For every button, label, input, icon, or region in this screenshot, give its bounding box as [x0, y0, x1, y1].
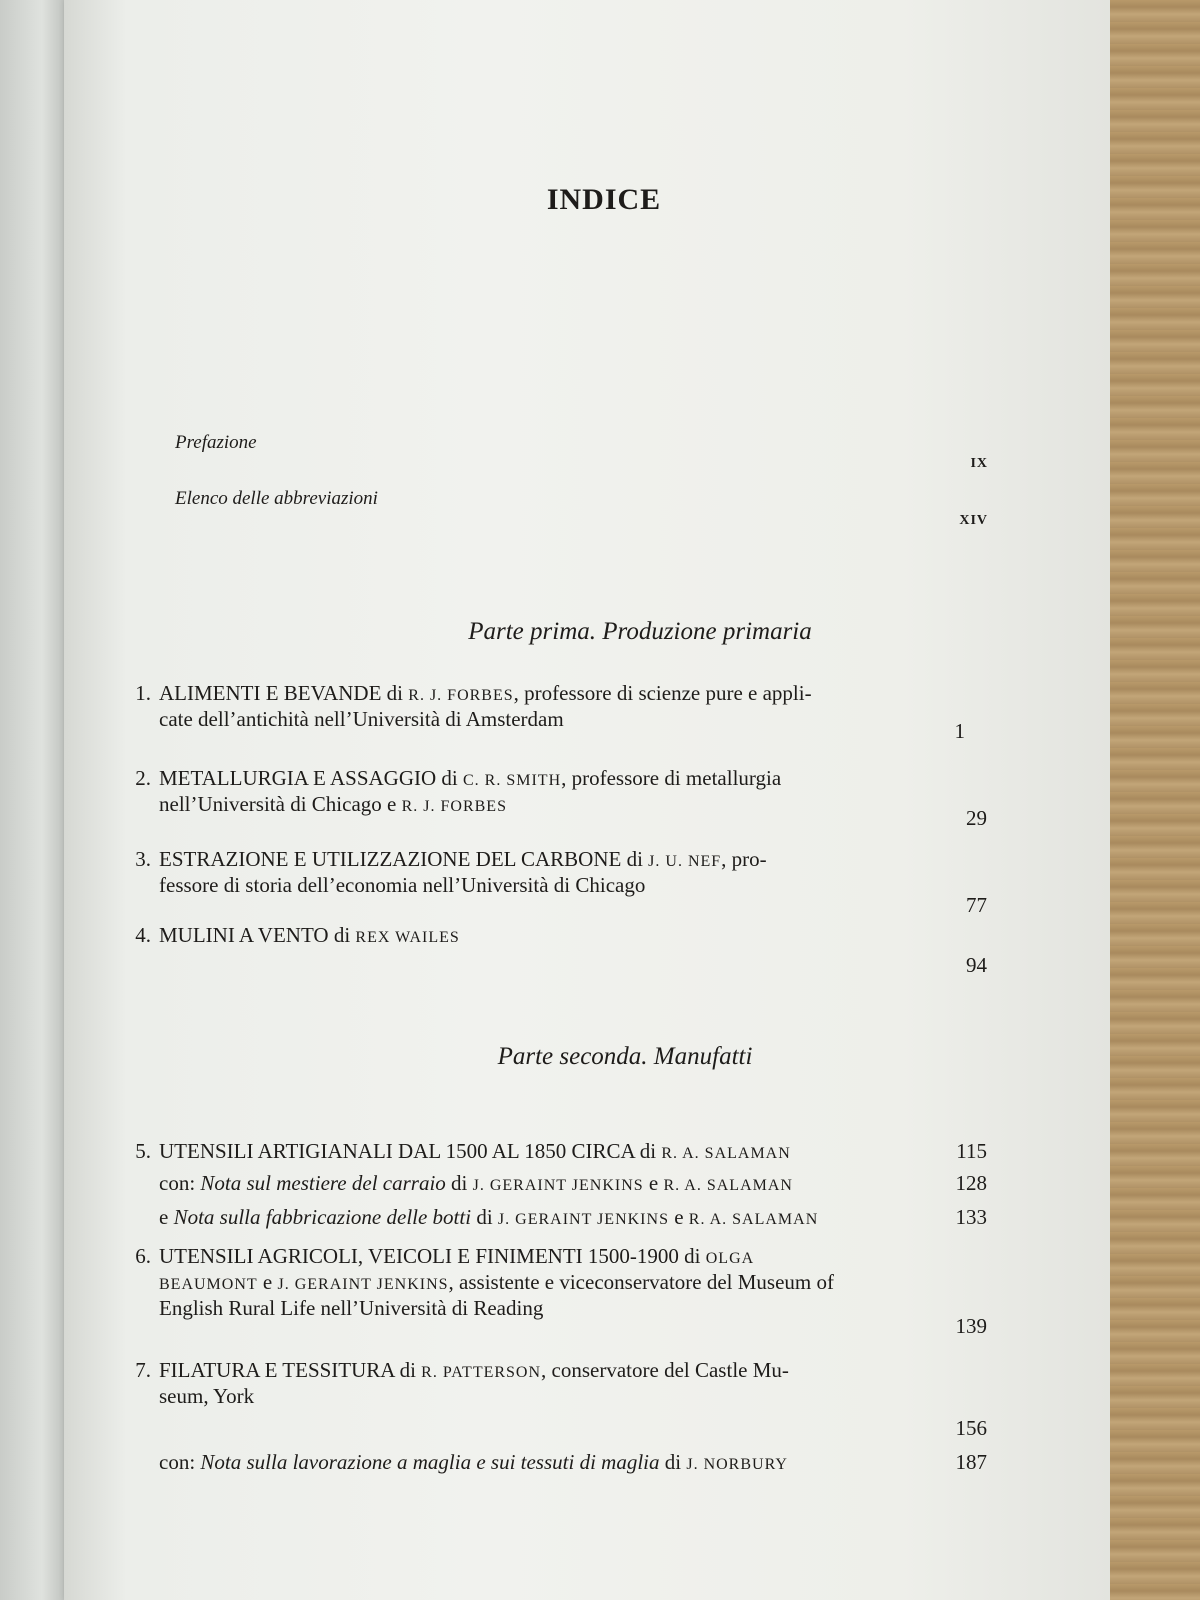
entry-page: 94 — [966, 953, 987, 977]
entry-author: J. GERAINT JENKINS — [277, 1276, 449, 1293]
entry-di: di — [639, 1139, 657, 1163]
entry-author: R. A. SALAMAN — [661, 1145, 791, 1162]
subnote-title: Nota sulla lavorazione a maglia e sui tessuti di maglia — [200, 1450, 660, 1474]
entry-di: di — [441, 766, 458, 790]
entry-line — [159, 1295, 987, 1321]
entry-author: R. PATTERSON — [421, 1364, 542, 1381]
entry-author: J. U. NEF — [648, 853, 722, 870]
entry-description: cate dell’antichità nell’Università di Amsterdam — [159, 707, 564, 731]
subnote-author: R. A. SALAMAN — [688, 1211, 819, 1228]
entry-page: 1 — [954, 719, 965, 743]
entry-number: 6. — [135, 1244, 151, 1268]
subnote-author: J. GERAINT JENKINS — [497, 1211, 669, 1228]
entry-subnote — [159, 1449, 987, 1478]
front-matter-item — [175, 488, 985, 510]
toc-entry — [135, 1357, 987, 1477]
entry-number: 5. — [135, 1139, 151, 1163]
front-matter-label: Prefazione — [175, 432, 257, 453]
entry-title: ALIMENTI E BEVANDE — [159, 681, 382, 705]
entry-title: FILATURA E TESSITURA — [159, 1358, 395, 1382]
front-matter-label: Elenco delle abbreviazioni — [175, 488, 378, 509]
toc-entry — [135, 1138, 987, 1238]
front-matter-item — [175, 432, 985, 454]
subnote-title: Nota sulla fabbricazione delle botti — [173, 1205, 472, 1229]
entry-line — [159, 1383, 987, 1409]
toc-entry — [135, 846, 987, 926]
entry-line — [159, 1243, 987, 1272]
subnote-title: Nota sul mestiere del carraio — [200, 1171, 446, 1195]
entry-number: 7. — [135, 1358, 151, 1382]
entry-line — [159, 765, 987, 794]
entry-title: UTENSILI AGRICOLI, VEICOLI E FINIMENTI — [159, 1244, 583, 1268]
entry-author: R. J. FORBES — [401, 798, 507, 815]
front-matter-page: XIV — [959, 513, 988, 528]
subnote-page: 133 — [955, 1205, 987, 1229]
entry-page: 139 — [955, 1314, 987, 1338]
subnote-page: 128 — [955, 1171, 987, 1195]
entry-description: fessore di storia dell’economia nell’Università di Chicago — [159, 873, 646, 897]
subnote-con: con: — [159, 1171, 196, 1195]
entry-line — [159, 872, 987, 898]
entry-line — [159, 1269, 987, 1298]
subnote-page: 187 — [955, 1450, 987, 1474]
facing-page-edge — [0, 0, 70, 1600]
subnote-di: di — [664, 1450, 682, 1474]
toc-entry — [135, 1243, 987, 1353]
subnote-di: di — [451, 1171, 468, 1195]
entry-line — [159, 680, 987, 709]
entry-line — [159, 846, 987, 875]
entry-di: di — [626, 847, 643, 871]
entry-title: METALLURGIA E ASSAGGIO — [159, 766, 437, 790]
toc-entry — [135, 922, 987, 982]
entry-author: R. J. FORBES — [408, 687, 514, 704]
entry-title: UTENSILI ARTIGIANALI DAL 1500 AL 1850 CIRCA — [159, 1139, 635, 1163]
subnote-author: R. A. SALAMAN — [663, 1177, 793, 1194]
entry-description: , professore di metallurgia — [561, 766, 782, 790]
entry-di: di — [333, 923, 351, 947]
entry-line — [159, 1138, 987, 1167]
entry-page: 77 — [966, 893, 987, 917]
entry-di: di — [399, 1358, 416, 1382]
front-matter-page: IX — [970, 456, 988, 471]
part-heading: Parte prima. Produzione primaria — [468, 618, 812, 645]
page-title: INDICE — [546, 183, 662, 216]
entry-number: 1. — [135, 681, 151, 705]
toc-entry — [135, 680, 987, 760]
entry-di: di — [684, 1244, 701, 1268]
entry-description: seum, York — [159, 1384, 255, 1408]
entry-page: 156 — [955, 1416, 987, 1440]
entry-line — [159, 791, 987, 820]
entry-description: , conservatore del Castle Mu- — [541, 1358, 789, 1382]
entry-description: , assistente e viceconservatore del Museum of — [448, 1270, 835, 1294]
table-surface — [1110, 0, 1200, 1600]
entry-subnote — [159, 1204, 987, 1233]
subnote-di: di — [476, 1205, 493, 1229]
subnote-author: J. NORBURY — [686, 1456, 788, 1473]
subnote-con: con: — [159, 1450, 196, 1474]
entry-number: 3. — [135, 847, 151, 871]
subnote-and: e — [674, 1205, 684, 1229]
entry-description: English Rural Life nell’Università di Reading — [159, 1296, 544, 1320]
entry-author: OLGA — [705, 1250, 755, 1267]
entry-number: 2. — [135, 766, 151, 790]
entry-line — [159, 1357, 987, 1386]
entry-years: 1500-1900 — [587, 1244, 679, 1268]
entry-page: 115 — [956, 1139, 987, 1163]
entry-author: REX WAILES — [355, 929, 460, 946]
entry-page: 29 — [966, 806, 987, 830]
entry-author: BEAUMONT — [159, 1276, 258, 1293]
part-heading: Parte seconda. Manufatti — [497, 1043, 753, 1070]
entry-title: ESTRAZIONE E UTILIZZAZIONE DEL CARBONE — [159, 847, 622, 871]
toc-entry — [135, 765, 987, 845]
entry-description: , pro- — [721, 847, 767, 871]
entry-line — [159, 706, 987, 732]
entry-description: nell’Università di Chicago e — [159, 792, 397, 816]
entry-line — [159, 922, 987, 951]
entry-subnote — [159, 1170, 987, 1199]
subnote-and: e — [159, 1205, 169, 1229]
subnote-author: J. GERAINT JENKINS — [472, 1177, 644, 1194]
entry-number: 4. — [135, 923, 151, 947]
entry-description: , professore di scienze pure e appli- — [513, 681, 812, 705]
entry-di: di — [386, 681, 404, 705]
entry-title: MULINI A VENTO — [159, 923, 329, 947]
entry-and: e — [262, 1270, 273, 1294]
subnote-and: e — [648, 1171, 659, 1195]
entry-author: C. R. SMITH — [463, 772, 562, 789]
